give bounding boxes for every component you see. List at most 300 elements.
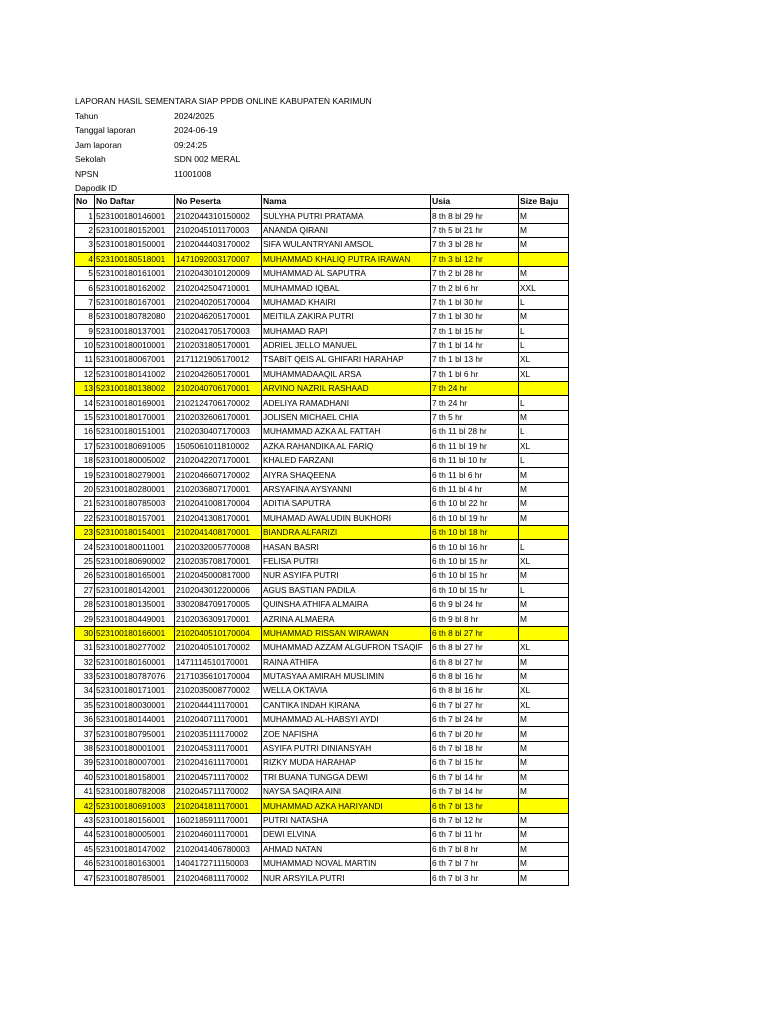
table-row (75, 511, 569, 525)
header-no: No (75, 195, 95, 209)
info-label: Jam laporan (75, 139, 122, 150)
table-row (75, 482, 569, 496)
table-row (75, 655, 569, 669)
cell-nama: PUTRI NATASHA (262, 813, 431, 827)
cell-no-daftar: 523100180518001 (95, 252, 175, 266)
cell-no-daftar: 523100180157001 (95, 511, 175, 525)
cell-usia: 6 th 7 bl 14 hr (431, 770, 519, 784)
cell-no-peserta: 2102124706170002 (175, 396, 262, 410)
info-row (75, 167, 372, 182)
cell-no-peserta: 2102036309170001 (175, 612, 262, 626)
cell-no-peserta: 2102043010120009 (175, 266, 262, 280)
header-nama: Nama (262, 195, 431, 209)
cell-nama: MUHAMMAD IQBAL (262, 281, 431, 295)
cell-usia: 6 th 11 bl 28 hr (431, 425, 519, 439)
info-row (75, 152, 372, 167)
cell-size-baju (519, 799, 569, 813)
cell-no-peserta: 2102044310150002 (175, 209, 262, 223)
cell-no-peserta: 2102032005770008 (175, 540, 262, 554)
cell-no: 3 (75, 238, 95, 252)
cell-size-baju: M (519, 410, 569, 424)
cell-nama: TRI BUANA TUNGGA DEWI (262, 770, 431, 784)
cell-no-daftar: 523100180165001 (95, 569, 175, 583)
header-usia: Usia (431, 195, 519, 209)
cell-usia: 6 th 7 bl 3 hr (431, 871, 519, 885)
cell-nama: AIYRA SHAQEENA (262, 468, 431, 482)
table-row (75, 396, 569, 410)
cell-no-peserta: 2102032606170001 (175, 410, 262, 424)
table-row (75, 684, 569, 698)
table-row (75, 324, 569, 338)
cell-no-daftar: 523100180142001 (95, 583, 175, 597)
cell-usia: 6 th 7 bl 11 hr (431, 828, 519, 842)
table-row (75, 569, 569, 583)
table-header-row (75, 195, 569, 209)
cell-size-baju (519, 525, 569, 539)
cell-no: 6 (75, 281, 95, 295)
cell-no-daftar: 523100180150001 (95, 238, 175, 252)
cell-no-daftar: 523100180007001 (95, 756, 175, 770)
cell-no: 40 (75, 770, 95, 784)
cell-usia: 6 th 10 bl 19 hr (431, 511, 519, 525)
info-value: 09:24:25 (174, 139, 208, 150)
cell-no: 16 (75, 425, 95, 439)
cell-size-baju: M (519, 238, 569, 252)
cell-no-daftar: 523100180010001 (95, 338, 175, 352)
cell-no: 22 (75, 511, 95, 525)
cell-no-peserta: 2102040706170001 (175, 382, 262, 396)
table-row (75, 856, 569, 870)
cell-no: 23 (75, 525, 95, 539)
cell-no-peserta: 2102041408170001 (175, 525, 262, 539)
cell-size-baju: L (519, 324, 569, 338)
cell-no: 27 (75, 583, 95, 597)
cell-size-baju: M (519, 785, 569, 799)
cell-size-baju: M (519, 871, 569, 885)
cell-size-baju: M (519, 597, 569, 611)
cell-no-peserta: 2102041406780003 (175, 842, 262, 856)
cell-size-baju: M (519, 713, 569, 727)
cell-no-daftar: 523100180787076 (95, 669, 175, 683)
table-row (75, 439, 569, 453)
cell-no-daftar: 523100180067001 (95, 353, 175, 367)
table-row (75, 252, 569, 266)
cell-usia: 6 th 7 bl 12 hr (431, 813, 519, 827)
cell-nama: MEITILA ZAKIRA PUTRI (262, 310, 431, 324)
cell-size-baju (519, 382, 569, 396)
cell-no-daftar: 523100180161001 (95, 266, 175, 280)
cell-size-baju: L (519, 540, 569, 554)
cell-usia: 7 th 5 hr (431, 410, 519, 424)
cell-no-daftar: 523100180163001 (95, 856, 175, 870)
cell-size-baju: L (519, 454, 569, 468)
cell-no-peserta: 2102035111170002 (175, 727, 262, 741)
table-row (75, 785, 569, 799)
cell-no-daftar: 523100180795001 (95, 727, 175, 741)
cell-size-baju: M (519, 569, 569, 583)
header-no-peserta: No Peserta (175, 195, 262, 209)
cell-no: 8 (75, 310, 95, 324)
cell-nama: MUHAMMAD RISSAN WIRAWAN (262, 626, 431, 640)
table-row (75, 713, 569, 727)
cell-no-peserta: 1505061011810002 (175, 439, 262, 453)
cell-usia: 7 th 1 bl 15 hr (431, 324, 519, 338)
cell-no: 13 (75, 382, 95, 396)
cell-no: 21 (75, 497, 95, 511)
cell-no: 43 (75, 813, 95, 827)
cell-usia: 6 th 7 bl 13 hr (431, 799, 519, 813)
cell-nama: MUHAMMADAAQIL ARSA (262, 367, 431, 381)
cell-no-peserta: 2171035610170004 (175, 669, 262, 683)
cell-no: 44 (75, 828, 95, 842)
cell-no-peserta: 2171121905170012 (175, 353, 262, 367)
cell-no: 45 (75, 842, 95, 856)
cell-nama: NAYSA SAQIRA AINI (262, 785, 431, 799)
cell-size-baju: XL (519, 554, 569, 568)
cell-nama: HASAN BASRI (262, 540, 431, 554)
cell-no-daftar: 523100180171001 (95, 684, 175, 698)
cell-no-peserta: 2102040205170004 (175, 295, 262, 309)
cell-no: 9 (75, 324, 95, 338)
cell-usia: 6 th 7 bl 7 hr (431, 856, 519, 870)
cell-no: 14 (75, 396, 95, 410)
cell-usia: 6 th 7 bl 15 hr (431, 756, 519, 770)
cell-usia: 7 th 3 bl 12 hr (431, 252, 519, 266)
cell-usia: 6 th 8 bl 27 hr (431, 655, 519, 669)
cell-usia: 6 th 10 bl 15 hr (431, 583, 519, 597)
cell-size-baju: XL (519, 353, 569, 367)
cell-no-peserta: 2102035708170001 (175, 554, 262, 568)
cell-size-baju: L (519, 295, 569, 309)
cell-nama: AZKA RAHANDIKA AL FARIQ (262, 439, 431, 453)
cell-no-daftar: 523100180001001 (95, 741, 175, 755)
cell-no-peserta: 2102045101170003 (175, 223, 262, 237)
cell-no-daftar: 523100180030001 (95, 698, 175, 712)
cell-nama: NUR ARSYILA PUTRI (262, 871, 431, 885)
cell-size-baju: M (519, 741, 569, 755)
cell-size-baju: M (519, 655, 569, 669)
cell-size-baju: M (519, 497, 569, 511)
table-row (75, 583, 569, 597)
cell-usia: 6 th 10 bl 18 hr (431, 525, 519, 539)
info-label: NPSN (75, 168, 99, 179)
info-label: Sekolah (75, 154, 106, 164)
cell-size-baju: M (519, 669, 569, 683)
cell-size-baju: M (519, 468, 569, 482)
cell-usia: 6 th 8 bl 16 hr (431, 669, 519, 683)
cell-no: 25 (75, 554, 95, 568)
cell-usia: 6 th 10 bl 16 hr (431, 540, 519, 554)
cell-size-baju: L (519, 338, 569, 352)
table-row (75, 281, 569, 295)
cell-usia: 8 th 8 bl 29 hr (431, 209, 519, 223)
cell-usia: 7 th 24 hr (431, 382, 519, 396)
cell-usia: 7 th 1 bl 13 hr (431, 353, 519, 367)
table-row (75, 698, 569, 712)
cell-size-baju: XXL (519, 281, 569, 295)
cell-no: 28 (75, 597, 95, 611)
cell-no-daftar: 523100180152001 (95, 223, 175, 237)
cell-no-peserta: 2102044403170002 (175, 238, 262, 252)
cell-nama: AHMAD NATAN (262, 842, 431, 856)
cell-size-baju: M (519, 813, 569, 827)
cell-no: 32 (75, 655, 95, 669)
cell-nama: AGUS BASTIAN PADILA (262, 583, 431, 597)
cell-no-peserta: 2102046607170002 (175, 468, 262, 482)
cell-no-daftar: 523100180162002 (95, 281, 175, 295)
cell-no-daftar: 523100180690002 (95, 554, 175, 568)
cell-usia: 6 th 10 bl 22 hr (431, 497, 519, 511)
cell-size-baju: M (519, 310, 569, 324)
cell-no: 35 (75, 698, 95, 712)
cell-no-daftar: 523100180782008 (95, 785, 175, 799)
cell-nama: MUTASYAA AMIRAH MUSLIMIN (262, 669, 431, 683)
cell-no-peserta: 1471092003170007 (175, 252, 262, 266)
cell-size-baju: M (519, 266, 569, 280)
cell-no: 10 (75, 338, 95, 352)
cell-no-daftar: 523100180005002 (95, 454, 175, 468)
cell-nama: ARSYAFINA AYSYANNI (262, 482, 431, 496)
cell-no: 46 (75, 856, 95, 870)
cell-nama: FELISA PUTRI (262, 554, 431, 568)
cell-size-baju: M (519, 727, 569, 741)
cell-usia: 6 th 7 bl 24 hr (431, 713, 519, 727)
cell-no-daftar: 523100180279001 (95, 468, 175, 482)
cell-no: 30 (75, 626, 95, 640)
table-row (75, 382, 569, 396)
cell-no-peserta: 2102031805170001 (175, 338, 262, 352)
info-value: SDN 002 MERAL (174, 154, 241, 164)
cell-no-daftar: 523100180011001 (95, 540, 175, 554)
table-row (75, 554, 569, 568)
cell-usia: 6 th 8 bl 27 hr (431, 641, 519, 655)
cell-no: 24 (75, 540, 95, 554)
cell-nama: AZRINA ALMAERA (262, 612, 431, 626)
cell-no: 1 (75, 209, 95, 223)
cell-no-daftar: 523100180005001 (95, 828, 175, 842)
cell-usia: 6 th 8 bl 16 hr (431, 684, 519, 698)
cell-nama: ZOE NAFISHA (262, 727, 431, 741)
table-row (75, 295, 569, 309)
cell-size-baju: L (519, 425, 569, 439)
cell-no: 29 (75, 612, 95, 626)
table-row (75, 842, 569, 856)
cell-nama: RAINA ATHIFA (262, 655, 431, 669)
table-row (75, 497, 569, 511)
cell-no-daftar: 523100180691003 (95, 799, 175, 813)
cell-no-peserta: 2102045311170001 (175, 741, 262, 755)
cell-size-baju: M (519, 511, 569, 525)
info-value: 11001008 (174, 168, 212, 179)
table-row (75, 238, 569, 252)
cell-nama: ADELIYA RAMADHANI (262, 396, 431, 410)
info-row (75, 123, 372, 138)
cell-size-baju: M (519, 223, 569, 237)
table-row (75, 612, 569, 626)
cell-nama: RIZKY MUDA HARAHAP (262, 756, 431, 770)
cell-size-baju: L (519, 583, 569, 597)
table-row (75, 223, 569, 237)
cell-usia: 7 th 2 bl 6 hr (431, 281, 519, 295)
table-row (75, 828, 569, 842)
cell-nama: KHALED FARZANI (262, 454, 431, 468)
cell-size-baju (519, 252, 569, 266)
cell-usia: 6 th 11 bl 4 hr (431, 482, 519, 496)
cell-size-baju: XL (519, 439, 569, 453)
cell-nama: ANANDA QIRANI (262, 223, 431, 237)
cell-no: 41 (75, 785, 95, 799)
cell-no-daftar: 523100180167001 (95, 295, 175, 309)
cell-no: 19 (75, 468, 95, 482)
table-row (75, 597, 569, 611)
cell-nama: SULYHA PUTRI PRATAMA (262, 209, 431, 223)
cell-no: 47 (75, 871, 95, 885)
cell-no-daftar: 523100180135001 (95, 597, 175, 611)
table-row (75, 813, 569, 827)
info-value: 2024-06-19 (174, 125, 218, 135)
cell-no: 12 (75, 367, 95, 381)
cell-size-baju: XL (519, 367, 569, 381)
cell-no-peserta: 2102041308170001 (175, 511, 262, 525)
cell-no: 11 (75, 353, 95, 367)
cell-no: 2 (75, 223, 95, 237)
cell-no: 42 (75, 799, 95, 813)
cell-nama: MUHAMMAD AL-HABSYI AYDI (262, 713, 431, 727)
info-row (75, 138, 372, 153)
cell-no-peserta: 3302084709170005 (175, 597, 262, 611)
cell-usia: 6 th 7 bl 14 hr (431, 785, 519, 799)
cell-no-daftar: 523100180691005 (95, 439, 175, 453)
cell-no-peserta: 2102046811170002 (175, 871, 262, 885)
cell-size-baju: XL (519, 698, 569, 712)
table-row (75, 727, 569, 741)
cell-nama: CANTIKA INDAH KIRANA (262, 698, 431, 712)
cell-usia: 6 th 7 bl 18 hr (431, 741, 519, 755)
cell-no-peserta: 2102030407170003 (175, 425, 262, 439)
table-row (75, 367, 569, 381)
cell-nama: ARVINO NAZRIL RASHAAD (262, 382, 431, 396)
cell-no: 17 (75, 439, 95, 453)
header-size-baju: Size Baju (519, 195, 569, 209)
cell-no-peserta: 2102043012200006 (175, 583, 262, 597)
cell-no: 34 (75, 684, 95, 698)
cell-no-daftar: 523100180170001 (95, 410, 175, 424)
cell-no-peserta: 2102041611170001 (175, 756, 262, 770)
table-row (75, 266, 569, 280)
cell-no: 39 (75, 756, 95, 770)
cell-no-peserta: 1404172711150003 (175, 856, 262, 870)
cell-no-peserta: 2102041008170004 (175, 497, 262, 511)
cell-no: 33 (75, 669, 95, 683)
cell-no-peserta: 2102045711170002 (175, 785, 262, 799)
table-row (75, 353, 569, 367)
cell-no-peserta: 2102036807170001 (175, 482, 262, 496)
table-row (75, 741, 569, 755)
cell-no-peserta: 1602185911170001 (175, 813, 262, 827)
cell-no: 15 (75, 410, 95, 424)
cell-size-baju: M (519, 828, 569, 842)
cell-nama: MUHAMAD AWALUDIN BUKHORI (262, 511, 431, 525)
cell-no-peserta: 2102044411170001 (175, 698, 262, 712)
table-row (75, 669, 569, 683)
cell-size-baju: M (519, 842, 569, 856)
table-row (75, 468, 569, 482)
cell-no-daftar: 523100180137001 (95, 324, 175, 338)
cell-no: 4 (75, 252, 95, 266)
cell-size-baju: M (519, 770, 569, 784)
cell-no-daftar: 523100180169001 (95, 396, 175, 410)
report-info (75, 109, 372, 196)
cell-no-daftar: 523100180166001 (95, 626, 175, 640)
cell-usia: 7 th 1 bl 30 hr (431, 310, 519, 324)
cell-no-peserta: 2102041705170003 (175, 324, 262, 338)
cell-size-baju: M (519, 856, 569, 870)
cell-no-peserta: 2102045000817000 (175, 569, 262, 583)
cell-nama: WELLA OKTAVIA (262, 684, 431, 698)
cell-no-peserta: 2102041811170001 (175, 799, 262, 813)
report-title: LAPORAN HASIL SEMENTARA SIAP PPDB ONLINE KABUPATEN KARIMUN (75, 96, 372, 106)
cell-nama: DEWI ELVINA (262, 828, 431, 842)
cell-no-daftar: 523100180156001 (95, 813, 175, 827)
cell-usia: 6 th 11 bl 10 hr (431, 454, 519, 468)
cell-size-baju (519, 626, 569, 640)
cell-usia: 6 th 10 bl 15 hr (431, 554, 519, 568)
info-value: 2024/2025 (174, 110, 215, 121)
cell-nama: MUHAMMAD KHALIQ PUTRA IRAWAN (262, 252, 431, 266)
cell-usia: 7 th 1 bl 30 hr (431, 295, 519, 309)
cell-no-daftar: 523100180154001 (95, 525, 175, 539)
cell-nama: MUHAMMAD AL SAPUTRA (262, 266, 431, 280)
cell-no: 38 (75, 741, 95, 755)
cell-size-baju: L (519, 396, 569, 410)
cell-no-peserta: 2102046011170001 (175, 828, 262, 842)
cell-size-baju: XL (519, 641, 569, 655)
cell-no-peserta: 1471114510170001 (175, 655, 262, 669)
cell-usia: 6 th 10 bl 15 hr (431, 569, 519, 583)
cell-usia: 7 th 1 bl 14 hr (431, 338, 519, 352)
cell-size-baju: M (519, 482, 569, 496)
cell-nama: ASYIFA PUTRI DINIANSYAH (262, 741, 431, 755)
cell-size-baju: M (519, 756, 569, 770)
cell-no: 37 (75, 727, 95, 741)
info-label: Tanggal laporan (75, 125, 136, 135)
cell-no-peserta: 2102042504710001 (175, 281, 262, 295)
cell-no-daftar: 523100180449001 (95, 612, 175, 626)
cell-no-daftar: 523100180144001 (95, 713, 175, 727)
table-row (75, 525, 569, 539)
table-row (75, 799, 569, 813)
cell-no-peserta: 2102035008770002 (175, 684, 262, 698)
cell-no-daftar: 523100180146001 (95, 209, 175, 223)
table-row (75, 209, 569, 223)
cell-nama: MUHAMMAD NOVAL MARTIN (262, 856, 431, 870)
cell-nama: MUHAMMAD AZKA AL FATTAH (262, 425, 431, 439)
table-row (75, 871, 569, 885)
cell-no-daftar: 523100180160001 (95, 655, 175, 669)
cell-usia: 6 th 7 bl 20 hr (431, 727, 519, 741)
cell-no-daftar: 523100180785001 (95, 871, 175, 885)
cell-usia: 7 th 24 hr (431, 396, 519, 410)
cell-nama: QUINSHA ATHIFA ALMAIRA (262, 597, 431, 611)
cell-no-peserta: 2102046205170001 (175, 310, 262, 324)
table-row (75, 641, 569, 655)
cell-nama: JOLISEN MICHAEL CHIA (262, 410, 431, 424)
participants-table (74, 194, 569, 886)
cell-no-daftar: 523100180785003 (95, 497, 175, 511)
cell-no-daftar: 523100180147002 (95, 842, 175, 856)
cell-nama: SIFA WULANTRYANI AMSOL (262, 238, 431, 252)
cell-no-daftar: 523100180138002 (95, 382, 175, 396)
